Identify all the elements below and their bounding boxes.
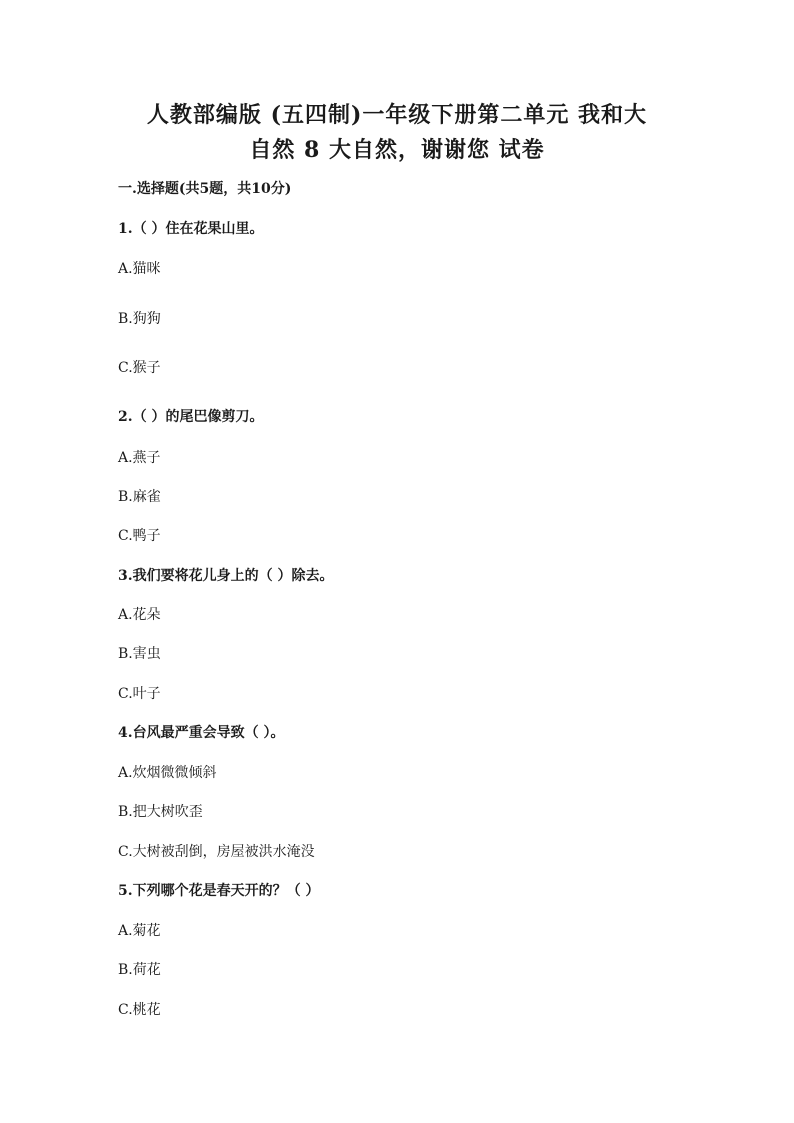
question-5-option-a: A.菊花	[118, 923, 161, 939]
question-1-option-b: B.狗狗	[118, 311, 161, 327]
question-3-option-c: C.叶子	[118, 686, 161, 702]
question-3-option-b: B.害虫	[118, 646, 161, 662]
question-1-option-c: C.猴子	[118, 360, 161, 376]
question-4-option-c: C.大树被刮倒，房屋被洪水淹没	[118, 844, 315, 860]
question-2-option-a: A.燕子	[118, 450, 161, 466]
question-4-option-b: B.把大树吹歪	[118, 804, 203, 820]
question-4-stem: 4.台风最严重会导致（ ）。	[118, 725, 285, 741]
question-3-option-a: A.花朵	[118, 607, 161, 623]
question-5-option-b: B.荷花	[118, 962, 161, 978]
question-2-option-b: B.麻雀	[118, 489, 161, 505]
question-4-option-a: A.炊烟微微倾斜	[118, 765, 217, 781]
question-2-option-c: C.鸭子	[118, 528, 161, 544]
question-1-option-a: A.猫咪	[118, 261, 161, 277]
question-5-option-c: C.桃花	[118, 1002, 161, 1018]
question-2-stem: 2.（ ）的尾巴像剪刀。	[118, 409, 264, 425]
question-1-stem: 1.（ ）住在花果山里。	[118, 221, 264, 237]
question-3-stem: 3.我们要将花儿身上的（ ）除去。	[118, 568, 334, 584]
title-line-1: 人教部编版 (五四制)一年级下册第二单元 我和大	[146, 102, 648, 128]
section-heading: 一.选择题(共5题，共10分)	[118, 181, 292, 197]
question-5-stem: 5.下列哪个花是春天开的？（ ）	[118, 883, 320, 899]
title-line-2: 自然 8 大自然，谢谢您 试卷	[249, 137, 545, 163]
